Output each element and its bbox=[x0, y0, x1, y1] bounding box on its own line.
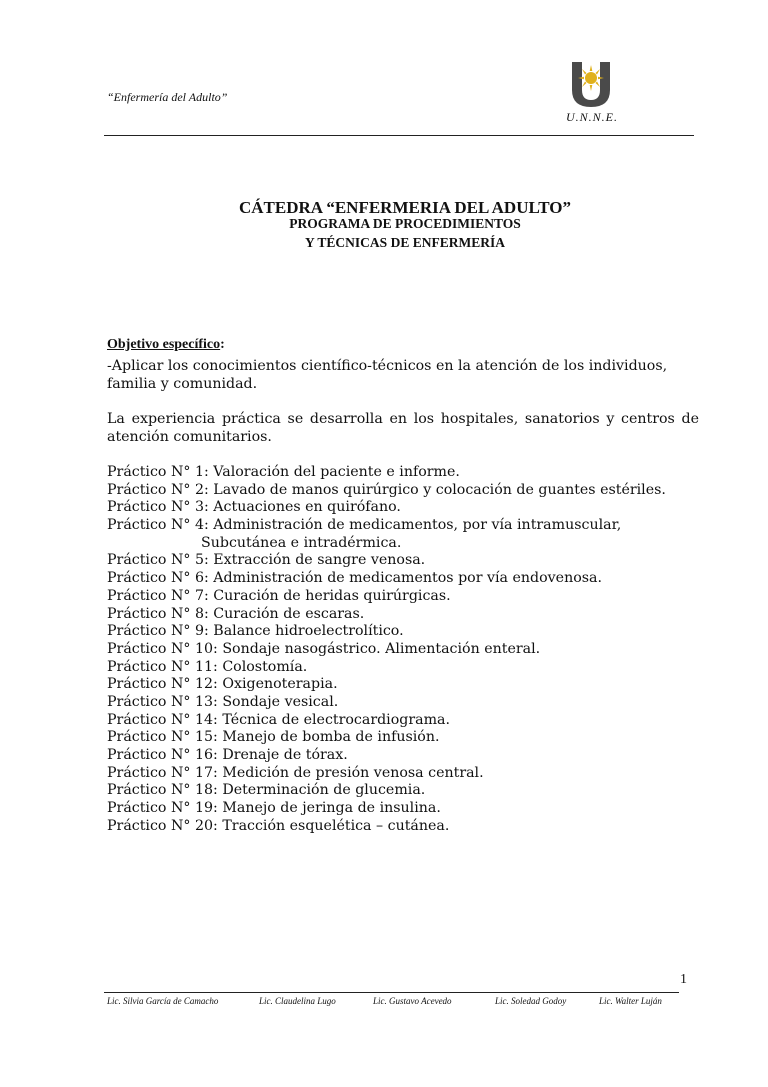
list-item: Práctico N° 7: Curación de heridas quirúrgicas. bbox=[107, 587, 451, 604]
footer-author: Lic. Gustavo Acevedo bbox=[373, 996, 452, 1006]
footer-divider bbox=[104, 992, 679, 993]
list-item: Práctico N° 17: Medición de presión venosa central. bbox=[107, 764, 484, 781]
list-item: Práctico N° 6: Administración de medicamentos por vía endovenosa. bbox=[107, 570, 603, 587]
list-item: Práctico N° 18: Determinación de glucemia. bbox=[107, 782, 426, 799]
list-item: Práctico N° 16: Drenaje de tórax. bbox=[107, 747, 348, 763]
list-item-continuation: Subcutánea e intradérmica. bbox=[201, 534, 402, 551]
footer-author: Lic. Claudelina Lugo bbox=[259, 996, 336, 1006]
list-item: Práctico N° 20: Tracción esquelética – cutánea. bbox=[107, 817, 450, 834]
document-title: CÁTEDRA “ENFERMERIA DEL ADULTO” bbox=[238, 198, 572, 217]
page-number: 1 bbox=[680, 972, 687, 987]
list-item: Práctico N° 2: Lavado de manos quirúrgico y colocación de guantes estériles. bbox=[107, 481, 666, 498]
list-item: Práctico N° 5: Extracción de sangre venosa. bbox=[107, 552, 426, 569]
list-item: Práctico N° 8: Curación de escaras. bbox=[107, 605, 365, 622]
objective-heading bbox=[107, 337, 225, 353]
list-item: Práctico N° 11: Colostomía. bbox=[107, 658, 308, 675]
university-label: U.N.N.E. bbox=[566, 110, 619, 124]
list-item: Práctico N° 15: Manejo de bomba de infusión. bbox=[107, 729, 440, 746]
list-item: Práctico N° 12: Oxigenoterapia. bbox=[107, 676, 338, 693]
practicals-list bbox=[107, 464, 707, 835]
footer-author: Lic. Walter Luján bbox=[599, 996, 662, 1006]
header-course-name: “Enfermería del Adulto” bbox=[107, 90, 228, 104]
list-item: Práctico N° 14: Técnica de electrocardiograma. bbox=[107, 711, 450, 728]
list-item: Práctico N° 3: Actuaciones en quirófano. bbox=[107, 499, 401, 516]
document-subtitle-line2: Y TÉCNICAS DE ENFERMERÍA bbox=[305, 235, 505, 250]
document-subtitle-line1: PROGRAMA DE PROCEDIMIENTOS bbox=[289, 216, 521, 231]
list-item: Práctico N° 19: Manejo de jeringa de insulina. bbox=[107, 800, 441, 817]
list-item: Práctico N° 10: Sondaje nasogástrico. Alimentación enteral. bbox=[107, 640, 541, 657]
footer-author: Lic. Silvia García de Camacho bbox=[107, 996, 219, 1006]
list-item: Práctico N° 13: Sondaje vesical. bbox=[107, 693, 339, 710]
header-divider bbox=[104, 135, 694, 136]
objective-heading-colon: : bbox=[220, 337, 225, 352]
footer-author: Lic. Soledad Godoy bbox=[495, 996, 567, 1006]
objective-text: -Aplicar los conocimientos científico-técnicos en la atención de los individuos, familia y comunidad. bbox=[107, 358, 668, 392]
list-item: Práctico N° 1: Valoración del paciente e informe. bbox=[107, 464, 460, 480]
unne-logo-icon bbox=[568, 60, 614, 108]
list-item: Práctico N° 4: Administración de medicamentos, por vía intramuscular, bbox=[107, 517, 622, 534]
list-item: Práctico N° 9: Balance hidroelectrolítico. bbox=[107, 623, 404, 640]
experience-text: La experiencia práctica se desarrolla en los hospitales, sanatorios y centros de atención comunitarios. bbox=[107, 411, 699, 445]
objective-heading-text: Objetivo específico bbox=[107, 337, 221, 352]
